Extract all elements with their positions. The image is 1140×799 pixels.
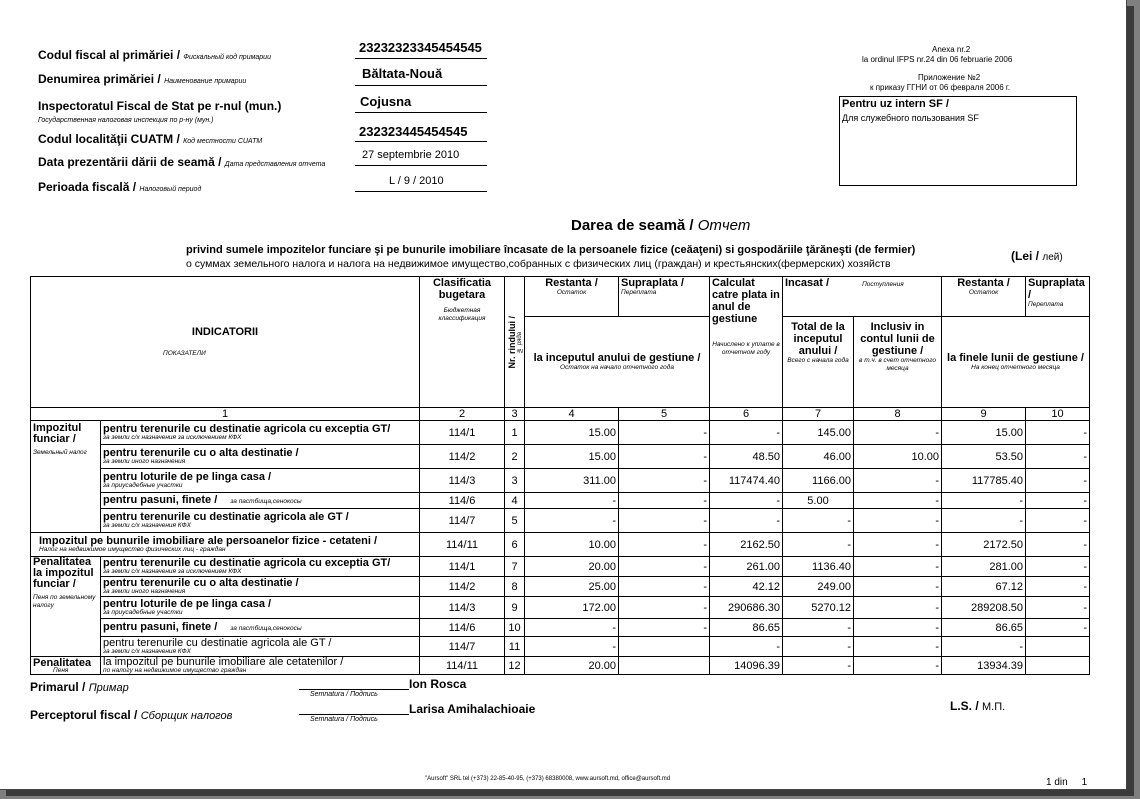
table-cell: - [854,469,942,493]
group-penalitatea-funciar: Penalitatea la impozitul funciar / Пеня по земельному налогу [31,557,101,657]
table-cell: - [710,637,783,657]
table-cell: 7 [505,557,525,577]
table-cell: 2 [505,445,525,469]
field-label: Inspectoratul Fiscal de Stat pe r-nul (mun.) Государственная налоговая инспекция по р-ну (мун.) [38,99,282,124]
table-cell: - [1026,533,1090,557]
signature-line [299,714,409,715]
report-table [30,276,1090,675]
table-cell: 114/11 [420,657,505,675]
table-cell: - [1026,445,1090,469]
table-cell: pentru pasuni, finete / за пастбища,сенокосы [101,493,420,509]
table-cell: 114/2 [420,577,505,597]
col-supraplata: Supraplata / Переплата [619,277,710,317]
table-row [31,445,1090,469]
table-cell: - [783,637,854,657]
table-cell: - [1026,597,1090,619]
footer-company: "Aursoft" SRL tel (+373) 22-85-40-95, (+373) 68380008, www.aursoft.md, office@aursoft.md [425,776,671,782]
table-cell: 1 [31,408,420,421]
field-label: Data prezentării dării de seamă / Дата представления отчета [38,155,326,169]
table-cell: 1136.40 [783,557,854,577]
table-cell [1026,657,1090,675]
table-cell: 15.00 [942,421,1026,445]
table-cell: - [854,597,942,619]
table-cell: 289208.50 [942,597,1026,619]
table-cell: - [854,493,942,509]
table-cell: 11 [505,637,525,657]
table-row [31,493,1090,509]
page-shadow [1127,6,1134,793]
table-row [31,597,1090,619]
table-row [31,577,1090,597]
table-cell: 14096.39 [710,657,783,675]
table-cell: 5.00 [783,493,854,509]
table-cell: Impozitul pe bunurile imobiliare ale persoanelor fizice - cetateni / Налог на недвижимое имущество физических лиц - граждан [31,533,420,557]
table-cell: 1 [505,421,525,445]
internal-box-ro: Pentru uz intern SF / [842,98,949,110]
table-cell: 15.00 [525,445,619,469]
table-cell: - [619,421,710,445]
col-indicatorii: INDICATORII ПОКАЗАТЕЛИ [31,277,420,408]
subtitle-ro: privind sumele impozitelor funciare şi pe bunurile imobiliare încasate de la persoanele fizice (ceăaţeni) si gospodăriile ţărăneşti (de fermier) [186,244,916,256]
annex-line: Anexa nr.2 [932,45,971,54]
table-cell: 10.00 [854,445,942,469]
table-cell: - [619,469,710,493]
field-value-data: 27 septembrie 2010 [362,149,460,161]
table-cell: 2162.50 [710,533,783,557]
table-row [31,533,1090,557]
table-cell: - [710,509,783,533]
field-value-inspectorat: Cojusna [360,94,412,109]
col-finele: la finele lunii de gestiune / На конец отчетного месяца [942,317,1090,408]
table-cell: 172.00 [525,597,619,619]
col-restanta-2: Restanta / Остаток [942,277,1026,317]
table-cell: pentru terenurile cu destinatie agricola cu exceptia GT/ за земли с/х назначения за исключением КФХ [101,557,420,577]
table-cell: - [783,619,854,637]
table-cell: - [942,509,1026,533]
field-label: Codul localităţii CUATM / Код местности CUATM [38,132,263,146]
table-cell: 311.00 [525,469,619,493]
table-cell: 114/3 [420,597,505,619]
table-cell: - [1026,619,1090,637]
table-cell: 114/2 [420,445,505,469]
table-cell: 114/11 [420,533,505,557]
field-value-cuatm: 232323445454545 [359,124,468,139]
table-cell: - [619,597,710,619]
field-value-codul-fiscal: 23232323345454545 [359,40,482,55]
table-cell: - [619,619,710,637]
table-cell: 2 [420,408,505,421]
table-row [31,657,1090,675]
table-cell: 6 [505,533,525,557]
table-cell: 3 [505,408,525,421]
table-cell: 12 [505,657,525,675]
table-cell: 20.00 [525,657,619,675]
table-cell: 4 [525,408,619,421]
table-cell: 5 [505,509,525,533]
table-cell: 114/6 [420,619,505,637]
table-cell: - [619,533,710,557]
table-cell: - [1026,493,1090,509]
field-label: Perioada fiscală / Налоговый период [38,180,202,194]
table-cell: 9 [505,597,525,619]
col-clasificatia: Clasificatia bugetara Бюджетная классификация [420,277,505,408]
primarul-label: Primarul / Примар [30,680,129,694]
table-cell: 53.50 [942,445,1026,469]
table-cell [1026,637,1090,657]
col-inclusiv: Inclusiv in contul lunii de gestiune / в т.ч. в счет отчетного месяца [854,317,942,408]
table-cell: 42.12 [710,577,783,597]
table-cell: - [525,637,619,657]
table-cell: 8 [854,408,942,421]
table-cell: 5 [619,408,710,421]
table-cell: 10 [505,619,525,637]
table-cell: 145.00 [783,421,854,445]
table-cell: la impozitul pe bunurile imobiliare ale cetatenilor / по налогу на недвижимое имущество граждан [101,657,420,675]
primarul-name: Ion Rosca [409,677,467,691]
col-restanta: Restanta / Остаток [525,277,619,317]
table-cell: - [942,637,1026,657]
table-cell: - [942,493,1026,509]
table-cell: 25.00 [525,577,619,597]
table-row [31,637,1090,657]
table-cell: - [854,657,942,675]
group-penalitatea-imobiliare: Penalitatea Пеня [31,657,101,675]
table-cell: - [619,445,710,469]
table-cell: 67.12 [942,577,1026,597]
table-cell: 261.00 [710,557,783,577]
table-cell: 46.00 [783,445,854,469]
table-cell: - [783,657,854,675]
field-label: Denumirea primăriei / Наименование примарии [38,72,247,86]
table-row [31,619,1090,637]
table-cell: - [854,557,942,577]
table-cell: pentru terenurile cu destinatie agricola ale GT / за земли с/х назначения КФХ [101,637,420,657]
table-cell: 114/6 [420,493,505,509]
table-cell: pentru terenurile cu o alta destinatie / за земли иного назначения [101,445,420,469]
table-cell: 114/3 [420,469,505,493]
table-cell: - [854,577,942,597]
col-nr-rindului: Nr. rindului / № ряда [505,277,525,408]
currency-label: (Lei / лей) [1011,249,1063,263]
table-cell: - [525,493,619,509]
table-cell: 86.65 [710,619,783,637]
table-cell: 20.00 [525,557,619,577]
table-cell: - [854,509,942,533]
table-cell: - [619,509,710,533]
table-cell: pentru pasuni, finete / за пастбища,сенокосы [101,619,420,637]
internal-box-ru: Для служебного пользования SF [842,113,979,123]
table-cell: 290686.30 [710,597,783,619]
field-label: Codul fiscal al primăriei / Фискальный код примарии [38,48,271,62]
table-row [31,469,1090,493]
col-total: Total de la inceputul anului / Всего с начала года [783,317,854,408]
table-cell: - [1026,577,1090,597]
col-incasat: Incasat / Поступления [783,277,942,317]
table-cell: 114/1 [420,557,505,577]
page-title: Darea de seamă / Отчет [571,217,751,234]
table-cell: 117474.40 [710,469,783,493]
table-cell: - [1026,421,1090,445]
table-cell: - [619,493,710,509]
internal-use-box [839,96,1077,186]
table-cell: - [783,533,854,557]
annex-line: Приложение №2 [918,73,981,82]
table-cell: 249.00 [783,577,854,597]
table-cell: pentru terenurile cu o alta destinatie / за земли иного назначения [101,577,420,597]
table-cell: 3 [505,469,525,493]
table-cell: - [619,557,710,577]
field-value-perioada: L / 9 / 2010 [389,175,444,187]
table-cell: 86.65 [942,619,1026,637]
table-cell: 13934.39 [942,657,1026,675]
table-cell: 281.00 [942,557,1026,577]
group-impozitul-funciar: Impozitul funciar / Земельный налог [31,421,101,533]
column-numbers-row [31,408,1090,421]
table-cell: 8 [505,577,525,597]
signature-caption: Semnatura / Подпись [310,691,378,698]
col-supraplata-2: Supraplata / Переплата [1026,277,1090,317]
table-cell: pentru loturile de pe linga casa / за приусадебные участки [101,469,420,493]
table-cell: pentru terenurile cu destinatie agricola ale GT / за земли с/х назначения КФХ [101,509,420,533]
page-number: 1 din 1 [1046,777,1088,788]
table-cell: - [525,509,619,533]
table-cell: 48.50 [710,445,783,469]
table-cell: - [1026,509,1090,533]
signature-caption: Semnatura / Подпись [310,716,378,723]
table-cell: 9 [942,408,1026,421]
table-cell: 10 [1026,408,1090,421]
table-cell: - [854,619,942,637]
table-cell: - [854,421,942,445]
table-cell [619,657,710,675]
table-cell: 1166.00 [783,469,854,493]
table-cell [619,637,710,657]
table-cell: - [854,637,942,657]
table-cell: - [710,421,783,445]
table-cell: 4 [505,493,525,509]
table-cell: - [525,619,619,637]
table-cell: 114/7 [420,637,505,657]
table-cell: 15.00 [525,421,619,445]
signature-line [299,689,409,690]
table-cell: 6 [710,408,783,421]
table-row [31,557,1090,577]
table-cell: 2172.50 [942,533,1026,557]
table-cell: 114/7 [420,509,505,533]
perceptorul-name: Larisa Amihalachioaie [409,702,536,716]
table-row [31,509,1090,533]
field-value-denumirea: Băltata-Nouă [362,66,443,81]
table-cell: 114/1 [420,421,505,445]
table-cell: - [710,493,783,509]
table-cell: 10.00 [525,533,619,557]
table-cell: 5270.12 [783,597,854,619]
annex-line: la ordinul IFPS nr.24 din 06 februarie 2006 [862,55,1013,64]
table-cell: - [619,577,710,597]
ls-stamp-label: L.S. / М.П. [950,699,1006,713]
table-cell: pentru loturile de pe linga casa / за приусадебные участки [101,597,420,619]
page-shadow [6,790,1134,796]
subtitle-ru: о суммах земельного налога и налога на недвижимое имущество,собранных с физических лиц (граждан) и крестьянских(фермерских) хозяйств [186,258,891,270]
table-cell: - [854,533,942,557]
col-inceputul: la inceputul anului de gestiune / Остаток на начало отчетного года [525,317,710,408]
table-cell: - [1026,469,1090,493]
table-cell: - [1026,557,1090,577]
table-row [31,421,1090,445]
col-calculat: Calculat catre plata in anul de gestiune Начислено к уплате в отчетном году [710,277,783,408]
annex-line: к приказу ГГНИ от 06 февраля 2006 г. [870,83,1011,92]
table-cell: - [783,509,854,533]
perceptorul-label: Perceptorul fiscal / Сборщик налогов [30,708,233,722]
table-cell: 117785.40 [942,469,1026,493]
table-cell: pentru terenurile cu destinatie agricola cu exceptia GT/ за земли с/х назначения за исключением КФХ [101,421,420,445]
table-cell: 7 [783,408,854,421]
